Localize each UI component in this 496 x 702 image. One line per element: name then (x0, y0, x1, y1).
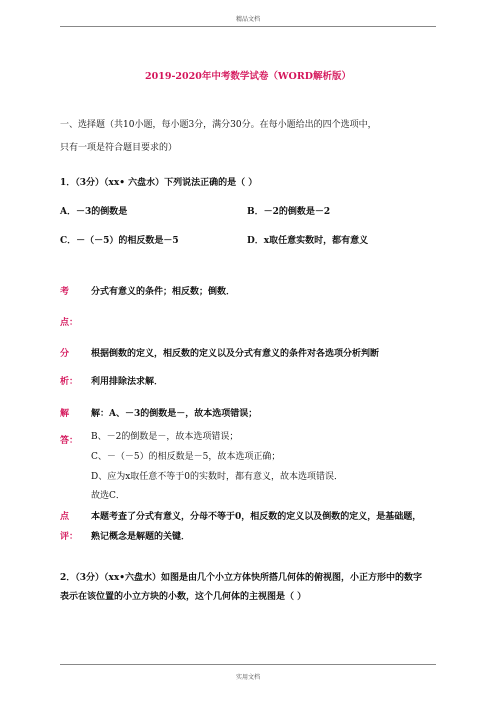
page-header: 精品文档 (235, 16, 260, 23)
jieda-line: C、－（－5）的相反数是－5，故本选项正确； (91, 452, 281, 462)
page-footer: 实用文档 (235, 674, 260, 681)
fenxi-label-bottom: 析： (60, 377, 79, 387)
jieda-label-top: 解 (60, 409, 70, 419)
question-1-option-c: C．－（－5）的相反数是－5 (60, 236, 179, 246)
kaodian-label-top: 考 (60, 287, 70, 297)
question-1-option-a: A．－3的倒数是 (60, 207, 128, 217)
dianping-label-bottom: 评： (60, 532, 79, 542)
jieda-line: D、应为x取任意不等于0的实数时，都有意义，故本选项错误． (91, 472, 344, 482)
fenxi-label-top: 分 (60, 349, 70, 359)
kaodian-text: 分式有意义的条件；相反数；倒数． (91, 287, 236, 297)
question-1-option-b: B．－2的倒数是－2 (247, 207, 331, 217)
question-2-line1: 2．（3分）（xx•六盘水）如图是由几个小立方体快所搭几何体的俯视图，小正方形中的数字 (60, 573, 423, 583)
dianping-label-top: 点 (60, 512, 70, 522)
jieda-line: 解：A、－3的倒数是－，故本选项错误； (91, 409, 258, 419)
jieda-label-bottom: 答： (60, 436, 79, 446)
jieda-line: B、－2的倒数是－，故本选项错误； (91, 432, 239, 442)
section-instructions-line2: 只有一项是符合题目要求的） (60, 143, 178, 153)
dianping-line1: 本题考查了分式有意义，分母不等于0，相反数的定义以及倒数的定义，是基础题， (91, 512, 422, 522)
fenxi-line1: 根据倒数的定义，相反数的定义以及分式有意义的条件对各选项分析判断 (91, 349, 380, 359)
document-title: 2019-2020年中考数学试卷（WORD解析版） (145, 71, 351, 82)
question-1-option-d: D．x取任意实数时，都有意义 (247, 236, 369, 246)
footer-divider (60, 664, 436, 665)
section-instructions-line1: 一、选择题（共10小题，每小题3分，满分30分。在每小题给出的四个选项中， (60, 120, 377, 130)
question-1-stem: 1．（3分）（xx• 六盘水）下列说法正确的是（ ） (60, 178, 258, 188)
kaodian-label-bottom: 点： (60, 318, 79, 328)
header-divider (60, 26, 436, 27)
question-2-line2: 表示在该位置的小立方块的小数，这个几何体的主视图是（ ） (60, 592, 307, 602)
fenxi-line2: 利用排除法求解． (91, 377, 164, 387)
dianping-line2: 熟记概念是解题的关键． (91, 532, 191, 542)
jieda-line: 故选C． (91, 491, 125, 501)
